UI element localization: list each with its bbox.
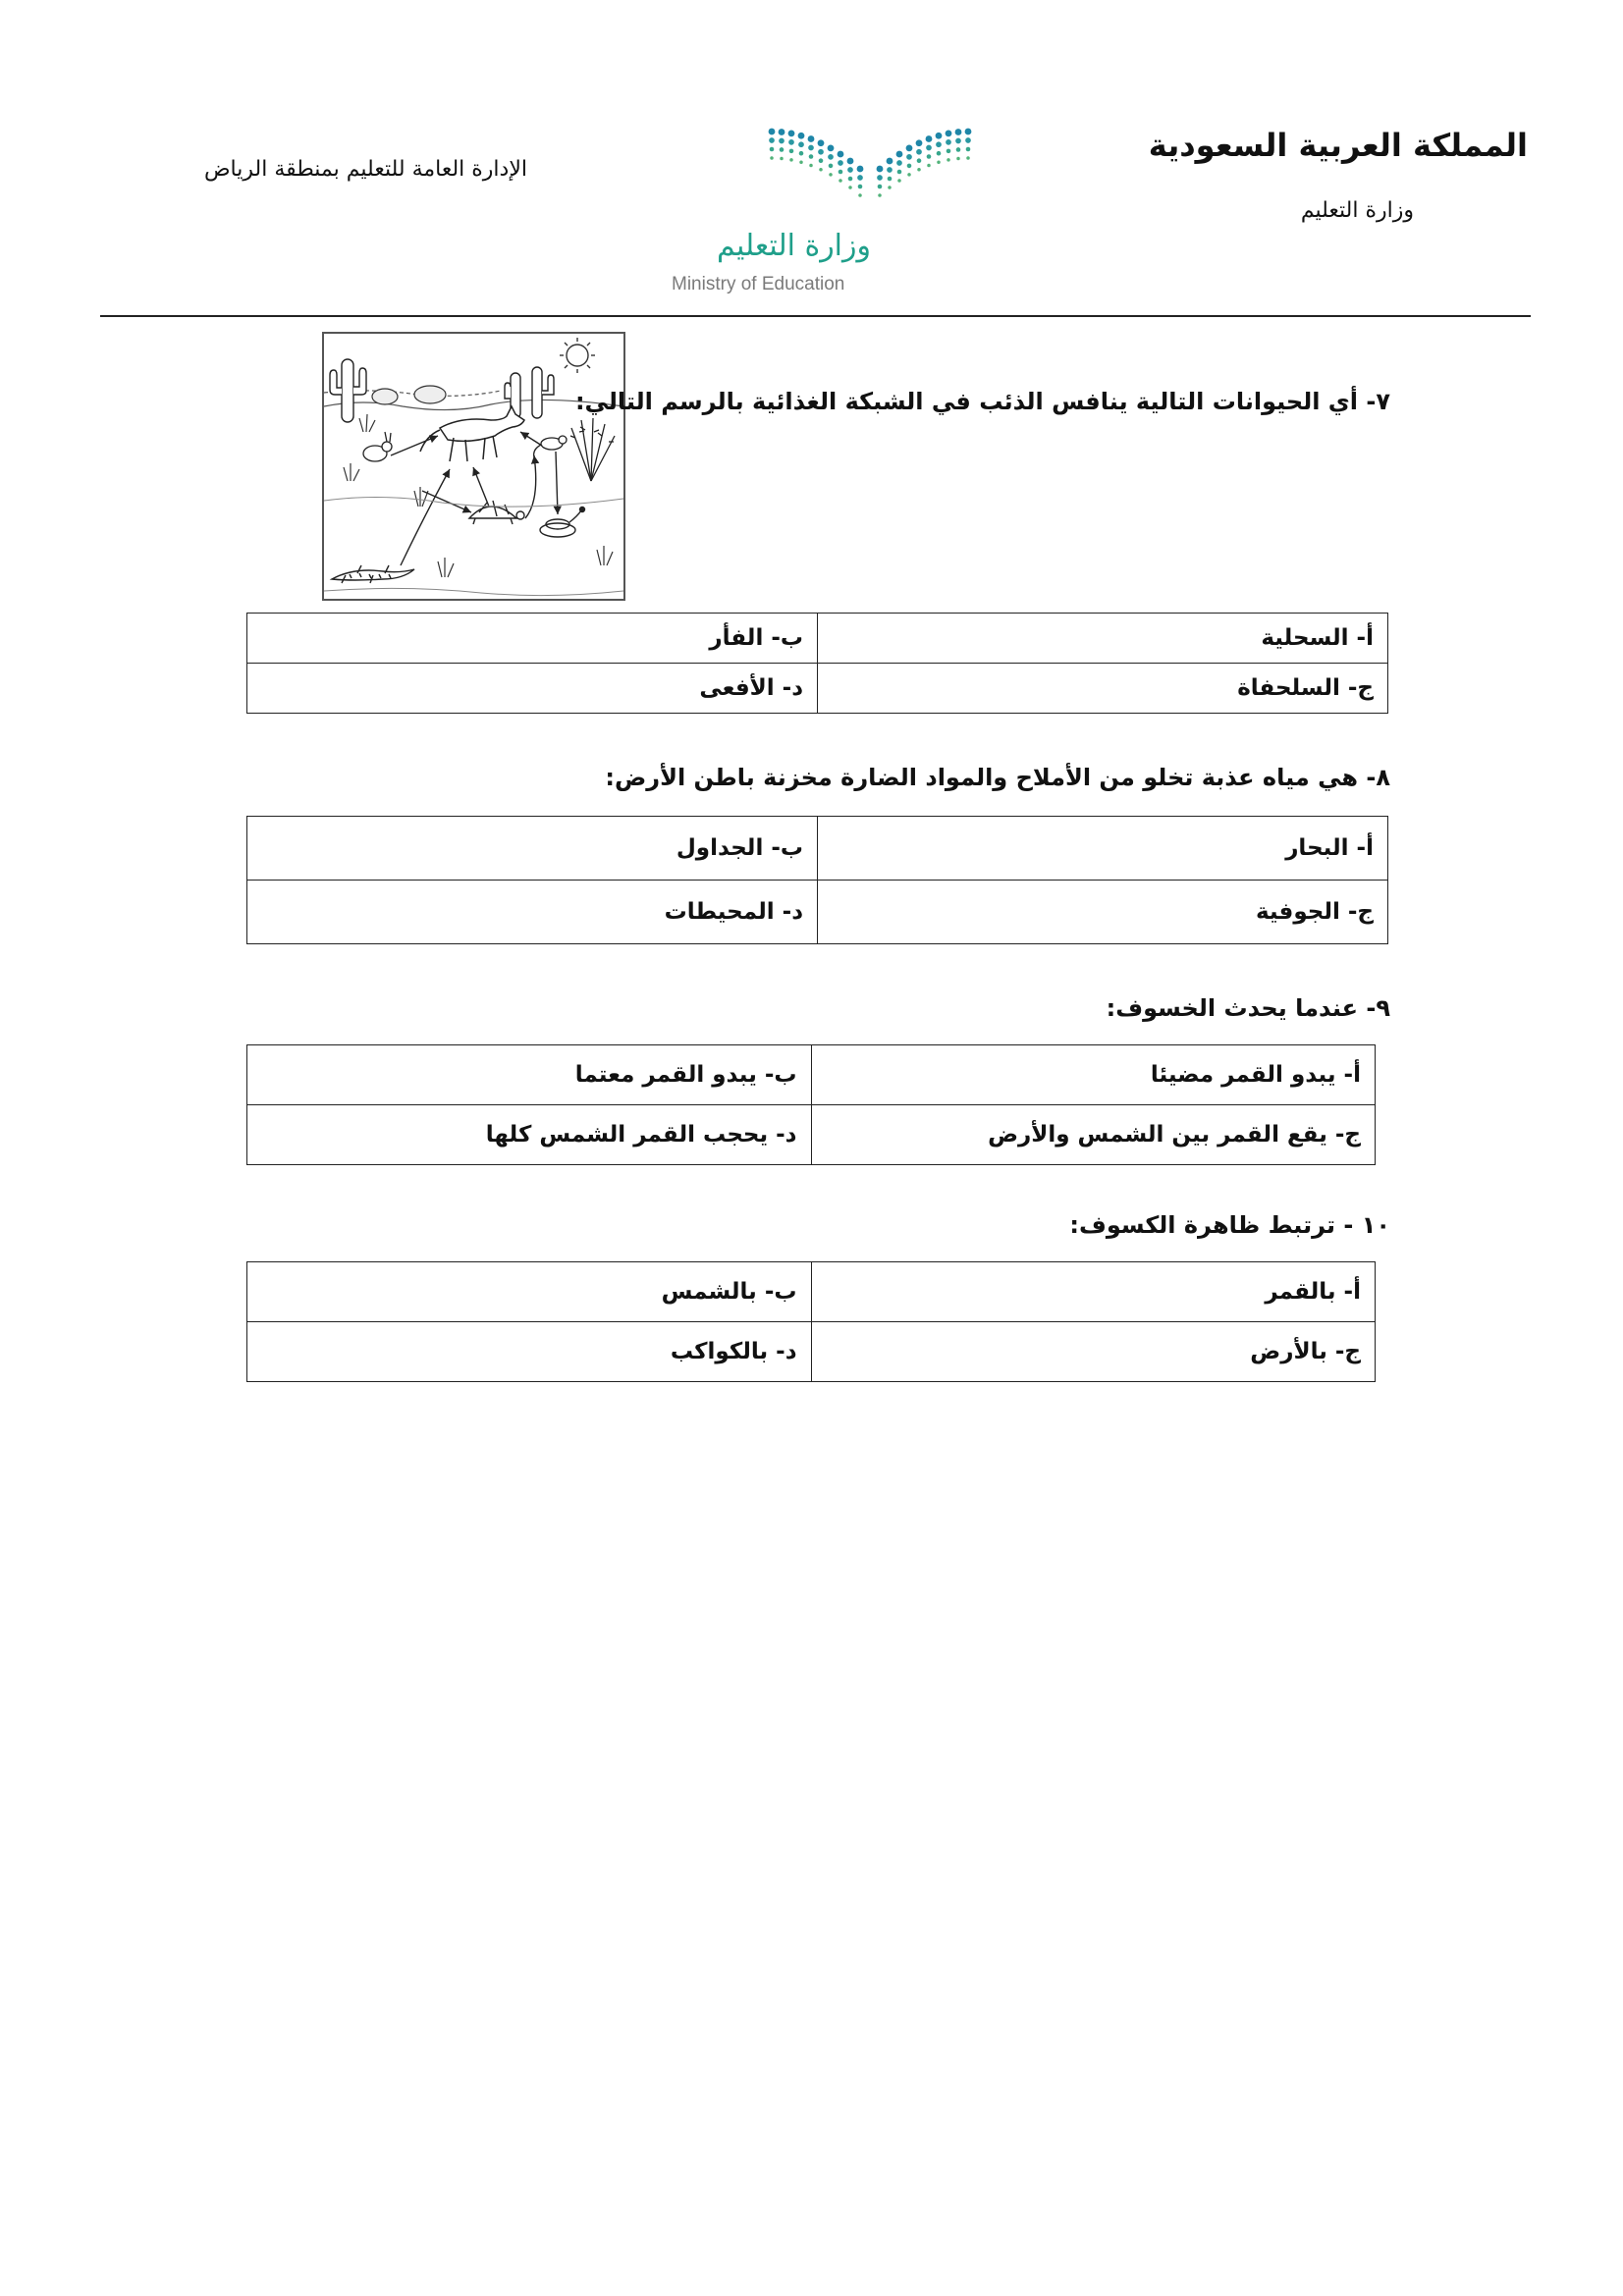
logo-dot xyxy=(858,185,863,189)
logo-dot xyxy=(927,154,932,159)
ministry-label: وزارة التعليم xyxy=(1300,198,1414,223)
logo-dot xyxy=(780,147,784,152)
logo-dot xyxy=(799,160,803,164)
food-web-illustration xyxy=(324,334,623,599)
food-web-figure xyxy=(322,332,625,601)
question-8-options xyxy=(246,816,1388,944)
kingdom-title: المملكة العربية السعودية xyxy=(1148,127,1528,164)
options-row xyxy=(247,1105,1376,1165)
question-10-text: ١٠ - ترتبط ظاهرة الكسوف: xyxy=(1069,1211,1390,1239)
option-d: د- يحجب القمر الشمس كلها xyxy=(247,1105,812,1165)
option-c: ج- السلحفاة xyxy=(818,664,1388,714)
logo-dot xyxy=(829,173,833,177)
logo-dot xyxy=(857,175,863,181)
logo-dot xyxy=(947,158,950,162)
logo-dot xyxy=(955,138,961,144)
logo-dot xyxy=(808,135,815,142)
logo-dot xyxy=(770,147,775,152)
logo-dot xyxy=(887,158,893,165)
logo-dot xyxy=(916,149,922,155)
logo-dot xyxy=(917,168,921,172)
header-divider xyxy=(100,315,1531,317)
options-row xyxy=(247,881,1388,944)
logo-dot xyxy=(809,154,814,159)
logo-dot xyxy=(926,145,932,151)
options-row xyxy=(247,614,1388,664)
logo-dot xyxy=(888,177,893,182)
logo-dot xyxy=(858,193,862,197)
question-9-text: ٩- عندما يحدث الخسوف: xyxy=(1106,994,1390,1022)
ministry-logo-dots xyxy=(766,126,974,204)
logo-dot xyxy=(788,139,794,145)
logo-dot xyxy=(839,179,842,183)
option-b: ب- يبدو القمر معتما xyxy=(247,1045,812,1105)
logo-dot xyxy=(847,167,853,173)
logo-dot xyxy=(829,164,834,169)
logo-dot xyxy=(839,170,843,175)
logo-dot xyxy=(897,170,902,175)
logo-dot xyxy=(789,158,793,162)
logo-dot xyxy=(965,129,972,135)
logo-dot xyxy=(907,164,912,169)
logo-dot xyxy=(769,137,775,143)
logo-dot xyxy=(906,154,912,160)
logo-dot xyxy=(779,138,784,144)
question-7-text: ٧- أي الحيوانات التالية ينافس الذئب في الشبكة الغذائية بالرسم التالي: xyxy=(574,388,1390,415)
snake-icon xyxy=(540,507,585,538)
logo-dot xyxy=(937,160,941,164)
option-a: أ- بالقمر xyxy=(811,1262,1376,1322)
logo-dot xyxy=(926,135,933,142)
options-row xyxy=(247,817,1388,881)
logo-dot xyxy=(828,154,834,160)
question-9-options xyxy=(246,1044,1376,1165)
directorate-label: الإدارة العامة للتعليم بمنطقة الرياض xyxy=(203,157,527,182)
logo-dot xyxy=(789,149,794,154)
logo-dot xyxy=(798,141,804,147)
options-row xyxy=(247,1262,1376,1322)
logo-dot xyxy=(955,129,962,135)
logo-dot xyxy=(818,139,825,146)
logo-dot xyxy=(838,160,843,166)
logo-dot xyxy=(927,164,931,168)
logo-dot xyxy=(878,185,883,189)
logo-dot xyxy=(936,133,943,139)
option-c: ج- الجوفية xyxy=(818,881,1388,944)
mouse-icon xyxy=(534,436,567,457)
logo-dot xyxy=(799,151,804,156)
rabbit-icon xyxy=(363,432,392,461)
logo-dot xyxy=(916,139,923,146)
logo-dot xyxy=(896,151,903,158)
option-d: د- المحيطات xyxy=(247,881,818,944)
logo-dot xyxy=(917,158,922,163)
option-c: ج- بالأرض xyxy=(811,1322,1376,1382)
option-a: أ- يبدو القمر مضيئا xyxy=(811,1045,1376,1105)
logo-dot xyxy=(808,145,814,151)
option-a: أ- البحار xyxy=(818,817,1388,881)
logo-dot xyxy=(936,141,942,147)
logo-dot xyxy=(847,158,854,165)
logo-dot xyxy=(819,168,823,172)
logo-dot xyxy=(888,186,892,189)
logo-dot xyxy=(809,164,813,168)
logo-dot xyxy=(956,147,961,152)
logo-dot xyxy=(857,166,864,173)
logo-dot xyxy=(848,177,853,182)
logo-dot xyxy=(848,186,852,189)
sun-icon xyxy=(560,338,595,373)
option-d: د- بالكواكب xyxy=(247,1322,812,1382)
cactus-left-icon xyxy=(330,359,366,422)
logo-dot xyxy=(770,156,774,160)
logo-dot xyxy=(769,129,776,135)
logo-dot xyxy=(965,137,971,143)
option-c: ج- يقع القمر بين الشمس والأرض xyxy=(811,1105,1376,1165)
option-b: ب- بالشمس xyxy=(247,1262,812,1322)
logo-dot xyxy=(877,175,883,181)
rock-icon xyxy=(372,386,446,404)
option-b: ب- الفأر xyxy=(247,614,818,664)
logo-dot xyxy=(947,149,951,154)
logo-dot xyxy=(897,179,901,183)
option-d: د- الأفعى xyxy=(247,664,818,714)
logo-dot xyxy=(779,129,785,135)
ground-lines xyxy=(324,497,623,595)
option-a: أ- السحلية xyxy=(818,614,1388,664)
logo-dot xyxy=(946,139,951,145)
option-b: ب- الجداول xyxy=(247,817,818,881)
logo-dot xyxy=(818,149,824,155)
logo-dot xyxy=(906,144,913,151)
options-row xyxy=(247,1322,1376,1382)
question-10-options xyxy=(246,1261,1376,1382)
logo-dot xyxy=(878,193,882,197)
logo-dot xyxy=(780,157,784,161)
lizard-icon xyxy=(332,565,414,583)
question-7-options xyxy=(246,613,1388,714)
logo-dot xyxy=(896,160,902,166)
logo-dot xyxy=(887,167,893,173)
options-row xyxy=(247,1045,1376,1105)
logo-dot xyxy=(956,157,960,161)
logo-dot xyxy=(828,144,835,151)
logo-dot xyxy=(798,133,805,139)
ministry-logo-english: Ministry of Education xyxy=(672,274,845,294)
logo-dot xyxy=(946,130,952,136)
logo-dot xyxy=(788,130,795,136)
ministry-logo-arabic: وزارة التعليم xyxy=(716,229,871,263)
options-row xyxy=(247,664,1388,714)
ocotillo-plant-icon xyxy=(570,418,615,481)
tortoise-icon xyxy=(469,501,524,524)
logo-dot xyxy=(966,156,970,160)
logo-dot xyxy=(877,166,884,173)
logo-dot xyxy=(838,151,844,158)
coyote-icon xyxy=(420,406,524,461)
question-8-text: ٨- هي مياه عذبة تخلو من الأملاح والمواد الضارة مخزنة باطن الأرض: xyxy=(605,764,1390,791)
logo-dot xyxy=(819,158,824,163)
logo-dot xyxy=(907,173,911,177)
logo-dot xyxy=(937,151,942,156)
logo-dot xyxy=(966,147,971,152)
